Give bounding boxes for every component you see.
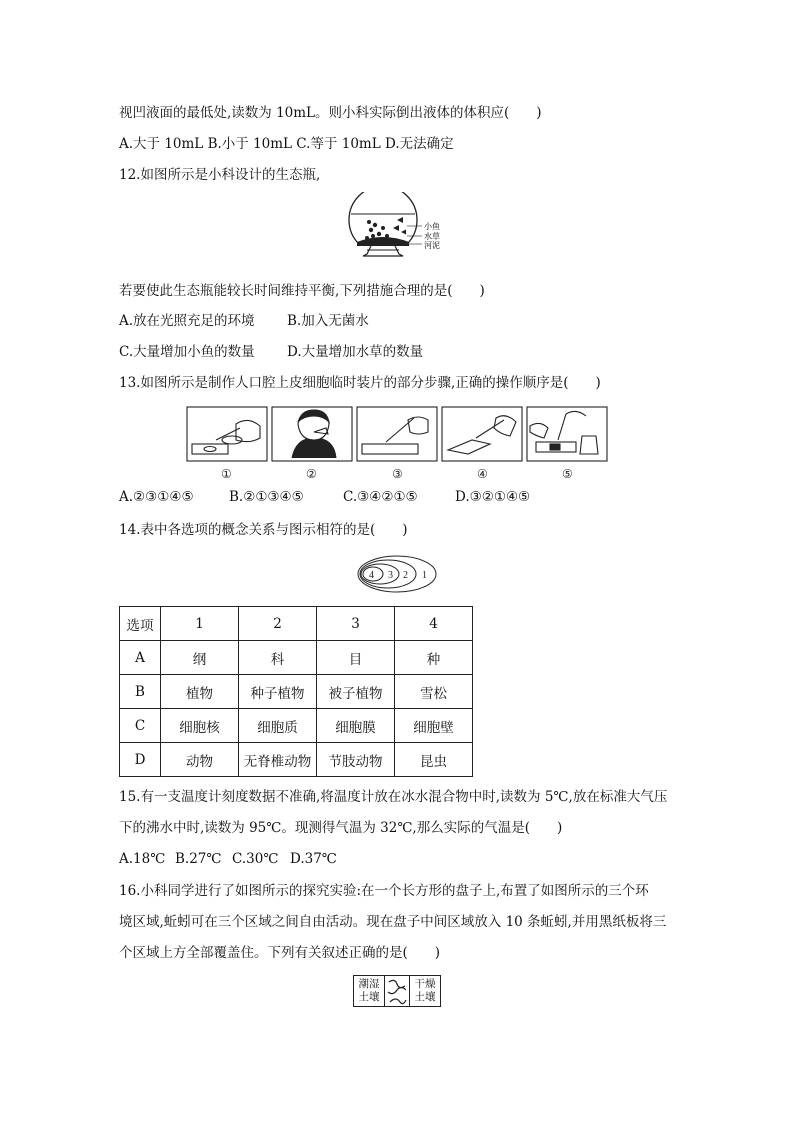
step-label-4: ④ <box>477 467 488 481</box>
step-label-1: ① <box>221 467 232 481</box>
table-cell: 细胞膜 <box>317 709 395 743</box>
table-cell: A <box>120 641 161 675</box>
q12-option-b: B.加入无菌水 <box>287 313 369 329</box>
label-fish: 小鱼 <box>424 222 440 231</box>
table-cell: 细胞质 <box>239 709 317 743</box>
table-cell: C <box>120 709 161 743</box>
table-row <box>120 675 473 709</box>
table-cell: D <box>120 743 161 777</box>
circle-label-1: 1 <box>422 570 427 581</box>
table-cell: 细胞核 <box>161 709 239 743</box>
header-cell: 2 <box>239 607 317 641</box>
q14-stem: 14.表中各选项的概念关系与图示相符的是( ) <box>119 522 408 538</box>
table-cell: 植物 <box>161 675 239 709</box>
q16-stem-2: 境区域,蚯蚓可在三个区域之间自由活动。现在盘子中间区域放入 10 条蚯蚓,并用黑纸板将三 <box>119 914 667 930</box>
concept-table <box>119 606 473 777</box>
table-cell: 被子植物 <box>317 675 395 709</box>
q13-option-a: A.②③①④⑤ <box>119 489 194 505</box>
q16-stem-3: 个区域上方全部覆盖住。下列有关叙述正确的是( ) <box>119 945 441 961</box>
circle-label-2: 2 <box>403 570 408 581</box>
table-cell: 目 <box>317 641 395 675</box>
header-cell: 选项 <box>120 607 161 641</box>
q16-stem-1: 16.小科同学进行了如图所示的探究实验:在一个长方形的盘子上,布置了如图所示的三个环 <box>119 883 649 899</box>
cell-slide-steps-figure <box>186 406 616 484</box>
q13-options <box>119 487 194 507</box>
table-cell: 纲 <box>161 641 239 675</box>
q15-stem-2: 下的沸水中时,读数为 95℃。现测得气温为 32℃,那么实际的气温是( ) <box>119 820 563 836</box>
q12-option-a: A.放在光照充足的环境 <box>119 313 255 329</box>
table-cell: 雪松 <box>395 675 473 709</box>
table-cell: 动物 <box>161 743 239 777</box>
q15-option-c: C.30℃ <box>232 851 279 867</box>
table-cell: 科 <box>239 641 317 675</box>
q11-options: A.大于 10mL B.小于 10mL C.等于 10mL D.无法确定 <box>119 136 454 152</box>
table-cell: 无脊椎动物 <box>239 743 317 777</box>
step-label-2: ② <box>306 467 317 481</box>
table-cell: 种子植物 <box>239 675 317 709</box>
q13-option-d: D.③②①④⑤ <box>455 489 531 505</box>
table-row <box>120 743 473 777</box>
q12-option-d: D.大量增加水草的数量 <box>287 344 424 360</box>
circle-label-3: 3 <box>388 570 393 581</box>
table-cell: 细胞壁 <box>395 709 473 743</box>
q15-stem-1: 15.有一支温度计刻度数据不准确,将温度计放在冰水混合物中时,读数为 5℃,放在标准大气压 <box>119 789 668 805</box>
soil-tray-figure <box>353 975 441 1007</box>
table-header-row <box>120 607 473 641</box>
q13-option-c: C.③④②①⑤ <box>343 489 418 505</box>
q12-stem: 12.如图所示是小科设计的生态瓶, <box>119 167 321 183</box>
wet-soil-region: 潮湿土壤 <box>354 976 385 1006</box>
header-cell: 4 <box>395 607 473 641</box>
label-grass: 水草 <box>424 232 440 241</box>
nested-circles-figure <box>356 554 438 594</box>
step-label-3: ③ <box>392 467 403 481</box>
q15-option-a: A.18℃ <box>119 851 166 867</box>
table-row <box>120 709 473 743</box>
q12-option-c: C.大量增加小鱼的数量 <box>119 344 255 360</box>
table-cell: 节肢动物 <box>317 743 395 777</box>
table-cell: B <box>120 675 161 709</box>
step-label-5: ⑤ <box>562 467 573 481</box>
q15-option-d: D.37℃ <box>290 851 337 867</box>
q15-option-b: B.27℃ <box>175 851 222 867</box>
eco-bottle-figure <box>345 192 453 270</box>
table-cell: 昆虫 <box>395 743 473 777</box>
q13-option-b: B.②①③④⑤ <box>229 489 304 505</box>
q11-stem-end: 视凹液面的最低处,读数为 10mL。则小科实际倒出液体的体积应( ) <box>119 105 542 121</box>
table-cell: 种 <box>395 641 473 675</box>
q12-question: 若要使此生态瓶能较长时间维持平衡,下列措施合理的是( ) <box>119 283 485 299</box>
header-cell: 1 <box>161 607 239 641</box>
q13-stem: 13.如图所示是制作人口腔上皮细胞临时装片的部分步骤,正确的操作顺序是( ) <box>119 375 601 391</box>
dry-soil-region: 干燥土壤 <box>409 976 440 1006</box>
header-cell: 3 <box>317 607 395 641</box>
circle-label-4: 4 <box>369 570 374 581</box>
earthworm-icon <box>385 976 409 1006</box>
table-row <box>120 641 473 675</box>
label-mud: 河泥 <box>424 241 440 250</box>
